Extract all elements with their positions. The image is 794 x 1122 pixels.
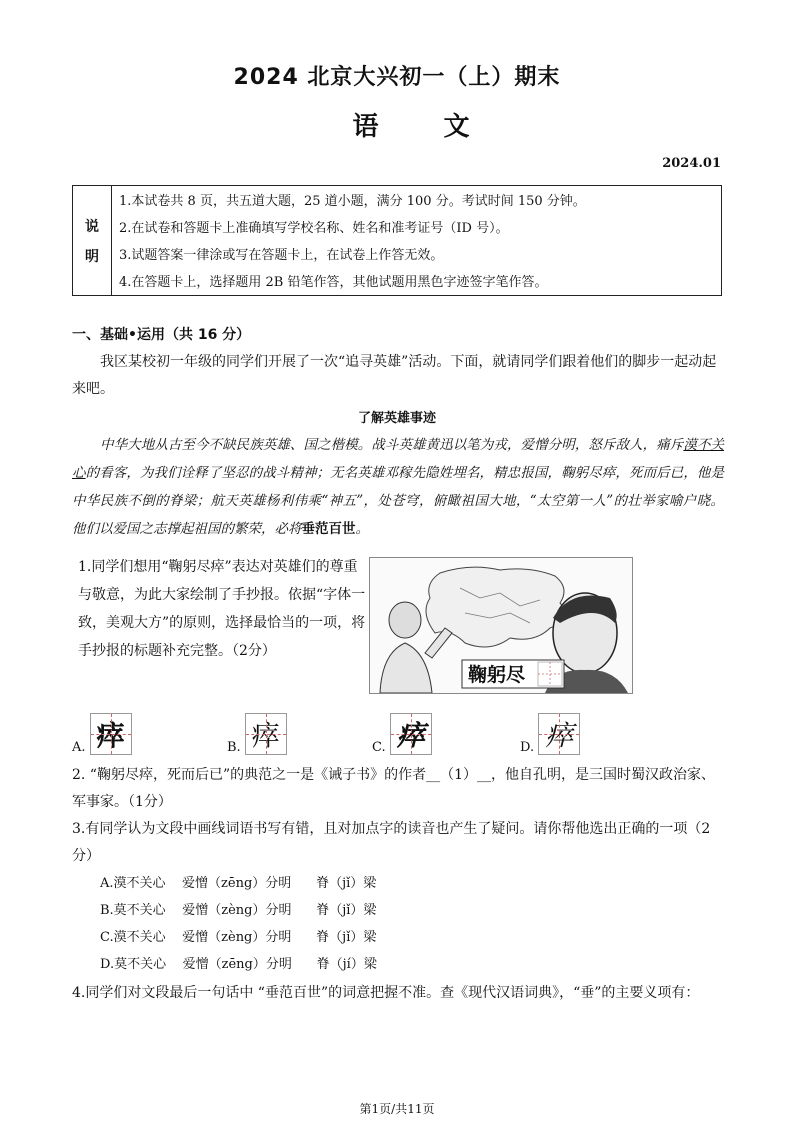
section-intro: 我区某校初一年级的同学们开展了一次“追寻英雄”活动。下面，就请同学们跟着他们的脚步一起动起来吧。 <box>72 354 717 397</box>
option-glyph: 瘁 <box>390 713 432 755</box>
story-text: 的看客，为我们诠释了坚忍的战斗精神；无名英雄邓稼先隐姓埋名，精忠报国，鞠躬尽瘁，死而后已，他是中华民族不倒的脊梁；航天英雄杨利伟乘“神五”，处苍穹，俯瞰祖国大地，“太空第一人”的壮举家喻户晓。 他们以爱国之志撑起祖国的繁荣，必将 <box>72 465 725 537</box>
question-2: 2. “鞠躬尽瘁，死而后已”的典范之一是《诫子书》的作者__（1）__，他自孔明，是三国时蜀汉政治家、军事家。（1分） <box>72 767 716 810</box>
option-c[interactable] <box>372 713 432 755</box>
question-1: 1.同学们想用“鞠躬尽瘁”表达对英雄们的尊重与敬意，为此大家绘制了手抄报。依据“字体一致，美观大方”的原则，选择最恰当的一项，将手抄报的标题补充完整。（2分） <box>78 559 366 659</box>
instruction-item: 3.试题答案一律涂或写在答题卡上，在试卷上作答无效。 <box>119 248 444 263</box>
question-3-choice-b[interactable]: B.莫不关心 爱憎（zèng）分明 脊（jǐ）梁 <box>100 903 377 918</box>
option-label: C. <box>372 740 386 755</box>
option-glyph: 瘁 <box>538 713 580 755</box>
question-3-choice-c[interactable]: C.漠不关心 爱憎（zèng）分明 脊（jǐ）梁 <box>100 930 377 945</box>
document-title: 2024 北京大兴初一（上）期末 <box>233 65 561 90</box>
option-glyph: 瘁 <box>90 713 132 755</box>
question-4: 4.同学们对文段最后一句话中 “垂范百世”的词意把握不准。查《现代汉语词典》，“垂”的主要义项有： <box>72 985 700 1001</box>
option-a[interactable] <box>72 713 132 755</box>
story-paragraph <box>72 431 724 543</box>
question-3-choice-d[interactable]: D.莫不关心 爱憎（zēng）分明 脊（jí）梁 <box>100 957 377 972</box>
option-glyph: 瘁 <box>245 713 287 755</box>
subject-title: 语 文 <box>352 112 498 142</box>
underlined-word: 漠不关心 <box>72 437 725 481</box>
page-number: 第1页/共11页 <box>359 1102 435 1116</box>
question-3: 3.有同学认为文段中画线词语书写有错，且对加点字的读音也产生了疑问。请你帮他选出正确的一项（2分） <box>72 821 711 864</box>
option-label: B. <box>227 740 241 755</box>
bold-phrase: 垂范百世 <box>301 521 356 537</box>
instructions-label <box>73 186 112 295</box>
instructions-box <box>72 185 722 296</box>
poster-image <box>369 557 633 694</box>
instruction-item: 2.在试卷和答题卡上准确填写学校名称、姓名和准考证号（ID 号）。 <box>119 221 509 236</box>
instruction-item: 1.本试卷共 8 页，共五道大题，25 道小题，满分 100 分。考试时间 150 分钟。 <box>119 194 586 209</box>
instructions-label-1: 说 <box>85 218 99 235</box>
story-text: 中华大地从古至今不缺民族英雄、国之楷模。战斗英雄黄迅以笔为戎，爱憎分明，怒斥敌人，痛斥 <box>100 437 684 453</box>
poster-illustration <box>370 558 632 693</box>
question-3-choice-a[interactable]: A.漠不关心 爱憎（zēng）分明 脊（jǐ）梁 <box>100 876 377 891</box>
poster-title-text: 鞠躬尽 <box>468 664 526 686</box>
option-label: A. <box>72 740 86 755</box>
story-subheading: 了解英雄事迹 <box>357 411 436 426</box>
question-1-options <box>72 713 722 763</box>
instructions-label-2: 明 <box>85 248 99 265</box>
option-b[interactable] <box>227 713 287 755</box>
section-heading: 一、基础•运用（共 16 分） <box>72 327 251 343</box>
instructions-list <box>119 188 713 296</box>
option-d[interactable] <box>520 713 580 755</box>
exam-date: 2024.01 <box>662 156 721 171</box>
story-end: 。 <box>355 521 369 537</box>
option-label: D. <box>520 740 535 755</box>
instruction-item: 4.在答题卡上，选择题用 2B 铅笔作答，其他试题用黑色字迹签字笔作答。 <box>119 275 548 290</box>
